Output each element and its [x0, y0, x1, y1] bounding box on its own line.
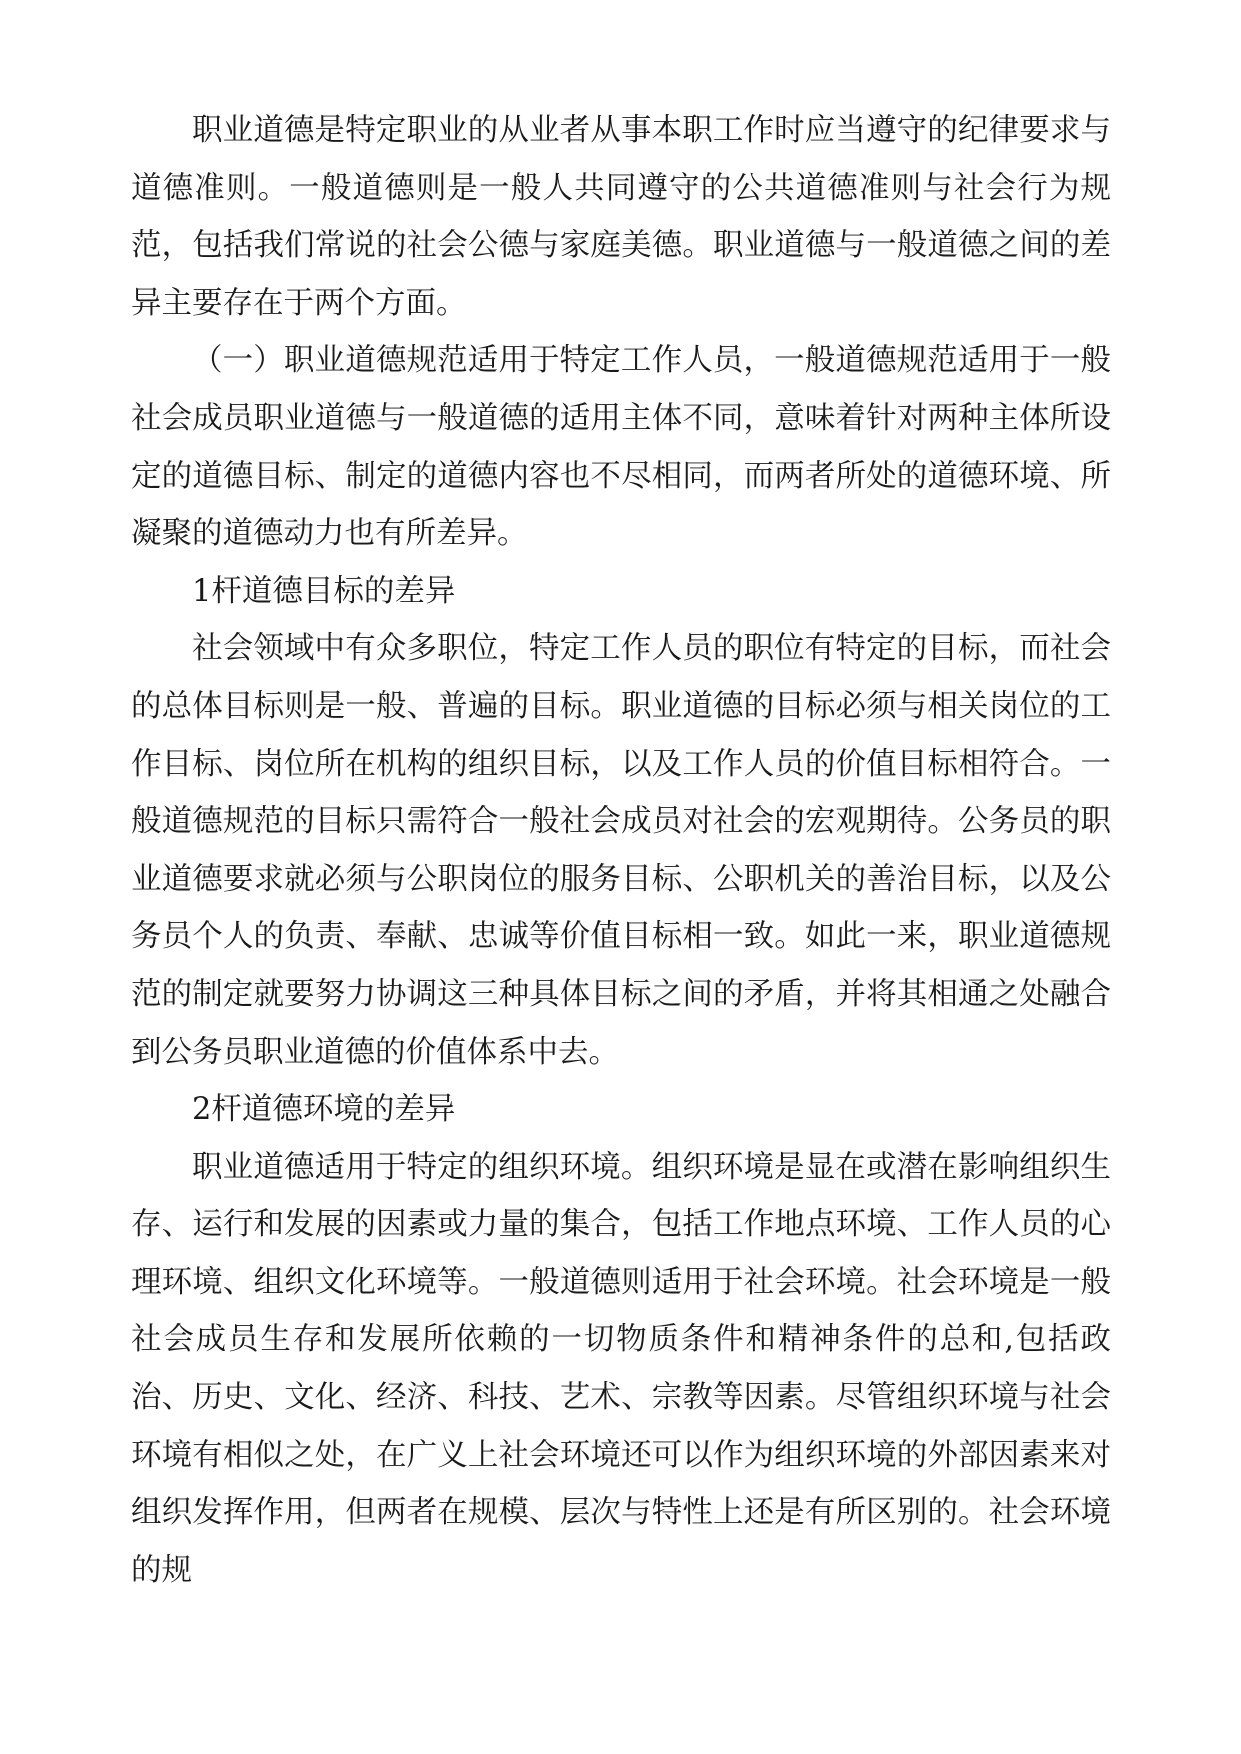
paragraph-environment-difference: 职业道德适用于特定的组织环境。组织环境是显在或潜在影响组织生存、运行和发展的因素或力量的集合，包括工作地点环境、工作人员的心理环境、组织文化环境等。一般道德则适用于社会环境。社会环境是一般社会成员生存和发展所依赖的一切物质条件和精神条件的总和,包括政治、历史、文化、经济、科技、艺术、宗教等因素。尽管组织环境与社会环境有相似之处，在广义上社会环境还可以作为组织环境的外部因素来对组织发挥作用，但两者在规模、层次与特性上还是有所区别的。社会环境的规 — [131, 1149, 1111, 1588]
paragraph-intro: 职业道德是特定职业的从业者从事本职工作时应当遵守的纪律要求与道德准则。一般道德则是一般人共同遵守的公共道德准则与社会行为规范，包括我们常说的社会公德与家庭美德。职业道德与一般道德之间的差异主要存在于两个方面。 — [131, 113, 1111, 321]
document-body — [131, 102, 1111, 1599]
paragraph-section-one: （一）职业道德规范适用于特定工作人员，一般道德规范适用于一般社会成员职业道德与一般道德的适用主体不同，意味着针对两种主体所设定的道德目标、制定的道德内容也不尽相同，而两者所处的道德环境、所凝聚的道德动力也有所差异。 — [131, 343, 1111, 552]
paragraph-goal-difference: 社会领域中有众多职位，特定工作人员的职位有特定的目标，而社会的总体目标则是一般、普遍的目标。职业道德的目标必须与相关岗位的工作目标、岗位所在机构的组织目标，以及工作人员的价值目标相符合。一般道德规范的目标只需符合一般社会成员对社会的宏观期待。公务员的职业道德要求就必须与公职岗位的服务目标、公职机关的善治目标，以及公务员个人的负责、奉献、忠诚等价值目标相一致。如此一来，职业道德规范的制定就要努力协调这三种具体目标之间的矛盾，并将其相通之处融合到公务员职业道德的价值体系中去。 — [131, 631, 1111, 1070]
subheading-environment-difference: 2杆道德环境的差异 — [192, 1092, 456, 1128]
subheading-goal-difference: 1杆道德目标的差异 — [192, 573, 456, 609]
